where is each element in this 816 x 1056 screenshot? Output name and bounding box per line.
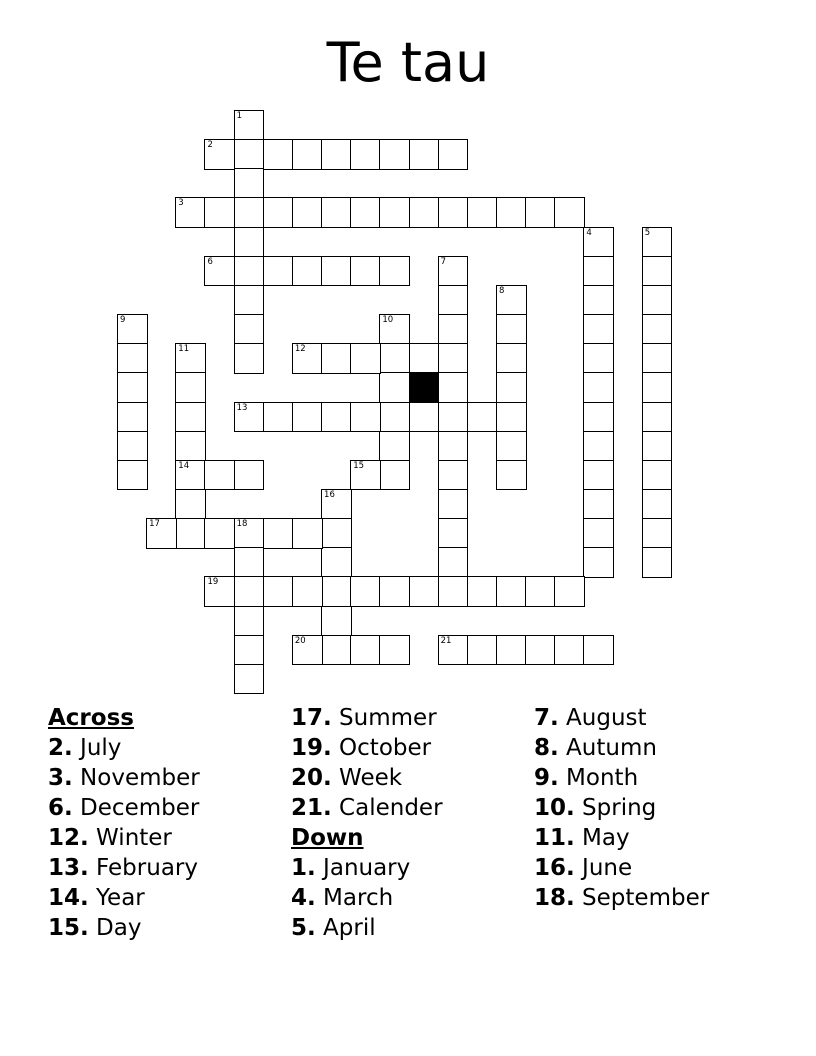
clue-item [534,853,709,883]
clue-item-number: 20. [291,765,332,791]
grid-cell[interactable] [175,372,206,403]
grid-cell[interactable] [438,431,469,462]
grid-cell[interactable] [234,110,265,141]
grid-cell[interactable] [642,343,673,374]
grid-cell[interactable] [175,343,206,374]
grid-cell[interactable] [642,256,673,287]
grid-cell[interactable] [234,343,265,374]
grid-cell[interactable] [321,606,352,637]
clue-item-number: 5. [291,915,316,941]
grid-cell[interactable] [438,460,469,491]
grid-cell[interactable] [263,576,294,607]
grid-cell[interactable] [292,197,323,228]
grid-cell[interactable] [350,576,381,607]
clue-number-label: 1 [236,111,243,121]
clue-item-text: January [315,855,411,881]
grid-cell[interactable] [409,343,440,374]
clue-item [534,793,709,823]
grid-cell[interactable] [117,460,148,491]
grid-cell[interactable] [117,343,148,374]
clue-number-label: 12 [294,344,306,355]
clue-item-text: Week [331,765,403,791]
clue-item [48,823,200,853]
grid-cell[interactable] [263,402,294,433]
clue-item-number: 6. [48,795,73,821]
grid-cell[interactable] [438,285,469,316]
grid-cell[interactable] [583,256,614,287]
grid-cell[interactable] [467,197,498,228]
grid-cell[interactable] [350,256,381,287]
grid-cell[interactable] [525,635,556,666]
clue-item [534,763,709,793]
grid-cell[interactable] [350,402,381,433]
grid-cell[interactable] [321,139,352,170]
grid-cell[interactable] [292,343,323,374]
clue-number-label: 11 [178,344,190,355]
grid-cell[interactable] [642,285,673,316]
grid-cell[interactable] [496,576,527,607]
grid-cell[interactable] [642,518,673,549]
clue-number-label: 17 [149,519,160,530]
grid-cell[interactable] [583,314,614,345]
clue-item [534,823,709,853]
grid-cell[interactable] [321,547,352,578]
grid-cell[interactable] [496,314,527,345]
clue-item-number: 2. [48,735,73,761]
clue-number-label: 2 [207,140,213,151]
grid-cell[interactable] [642,402,673,433]
grid-cell[interactable] [642,489,673,520]
clue-item-number: 10. [534,795,575,821]
grid-cell[interactable] [117,372,148,403]
grid-cell[interactable] [321,343,352,374]
clue-item [534,733,709,763]
grid-cell[interactable] [642,227,673,258]
grid-cell[interactable] [234,518,265,549]
clue-item-number: 16. [534,855,575,881]
clue-item-number: 1. [291,855,316,881]
grid-cell[interactable] [350,460,381,491]
clue-item-text: August [558,705,647,731]
grid-cell[interactable] [583,372,614,403]
clue-item-text: Summer [331,705,437,731]
clue-number-label: 9 [120,315,126,326]
grid-cell[interactable] [438,139,469,170]
clue-item-number: 7. [534,705,559,731]
clue-item [291,763,443,793]
grid-cell[interactable] [379,343,410,374]
grid-cell[interactable] [379,314,410,345]
grid-cell[interactable] [234,285,265,316]
grid-cell[interactable] [350,197,381,228]
grid-cell[interactable] [263,197,294,228]
clue-number-label: 10 [382,315,394,326]
grid-cell[interactable] [642,431,673,462]
grid-cell[interactable] [117,431,148,462]
clue-item-number: 18. [534,885,575,911]
clue-number-label: 5 [644,227,651,238]
clue-item [291,703,443,733]
clue-item-number: 4. [291,885,316,911]
clue-item [48,763,200,793]
grid-cell[interactable] [496,372,527,403]
grid-cell[interactable] [642,547,673,578]
clue-item-number: 9. [534,765,559,791]
grid-cell[interactable] [234,314,265,345]
grid-cell[interactable] [438,197,469,228]
grid-cell[interactable] [263,139,294,170]
clue-column-2 [291,703,443,943]
grid-cell[interactable] [583,518,614,549]
grid-cell[interactable] [438,372,469,403]
grid-cell[interactable] [583,635,614,666]
grid-cell[interactable] [467,635,498,666]
clue-item-text: Autumn [558,735,657,761]
grid-cell[interactable] [379,402,410,433]
grid-cell[interactable] [234,227,265,258]
grid-cell[interactable] [292,576,323,607]
grid-cell[interactable] [379,256,410,287]
grid-cell[interactable] [379,197,410,228]
grid-cell[interactable] [234,664,265,695]
clue-number-label: 16 [324,489,335,500]
grid-cell[interactable] [175,489,206,520]
grid-cell[interactable] [175,402,206,433]
grid-cell[interactable] [438,635,469,666]
grid-cell[interactable] [204,576,235,607]
grid-cell[interactable] [234,197,265,228]
grid-cell[interactable] [554,635,585,666]
grid-cell[interactable] [292,518,323,549]
clue-item [48,853,200,883]
clue-number-label: 18 [236,519,248,530]
grid-cell[interactable] [438,314,469,345]
clue-column-1 [48,703,200,943]
grid-cell[interactable] [350,139,381,170]
clue-item [291,883,443,913]
clue-item-text: July [72,735,122,761]
clue-item-text: April [315,915,376,941]
grid-cell[interactable] [379,139,410,170]
grid-cell[interactable] [409,576,440,607]
clue-item-text: September [574,885,710,911]
grid-cell[interactable] [583,402,614,433]
grid-cell[interactable] [438,518,469,549]
grid-cell[interactable] [146,518,177,549]
clue-item-text: Month [558,765,639,791]
clue-item-number: 14. [48,885,89,911]
grid-cell[interactable] [234,635,265,666]
grid-cell[interactable] [583,489,614,520]
clue-number-label: 7 [440,256,447,267]
grid-cell[interactable] [525,576,556,607]
clue-number-label: 21 [440,635,452,646]
clue-item-text: Calender [331,795,443,821]
grid-cell[interactable] [583,285,614,316]
grid-cell[interactable] [292,139,323,170]
grid-cell[interactable] [117,314,148,345]
clue-item [291,853,443,883]
clue-number-label: 8 [498,285,505,296]
clue-number-label: 4 [586,227,592,238]
grid-cell[interactable] [496,431,527,462]
clue-item-text: March [315,885,394,911]
clue-number-label: 14 [178,460,190,471]
grid-cell[interactable] [496,402,527,433]
grid-cell[interactable] [321,256,352,287]
grid-cell[interactable] [379,635,410,666]
clue-number-label: 13 [236,402,248,413]
grid-cell[interactable] [583,227,614,258]
grid-cell[interactable] [350,343,381,374]
across-heading: Across [48,705,134,731]
grid-cell[interactable] [321,402,352,433]
grid-cell[interactable] [438,576,469,607]
grid-cell[interactable] [554,197,585,228]
clue-item [291,913,443,943]
clue-item-number: 17. [291,705,332,731]
clue-number-label: 19 [207,577,219,588]
grid-cell[interactable] [438,547,469,578]
grid-cell[interactable] [350,635,381,666]
grid-cell[interactable] [467,576,498,607]
clue-item-text: Winter [88,825,172,851]
grid-cell[interactable] [263,518,294,549]
grid-cell[interactable] [438,256,469,287]
grid-cell[interactable] [496,285,527,316]
grid-cell[interactable] [175,197,206,228]
grid-cell[interactable] [175,460,206,491]
grid-cell[interactable] [234,256,265,287]
grid-cell[interactable] [263,256,294,287]
grid-cell[interactable] [321,635,352,666]
grid-cell[interactable] [292,402,323,433]
grid-cell[interactable] [379,576,410,607]
grid-cell[interactable] [438,343,469,374]
clue-item [534,703,709,733]
grid-cell[interactable] [467,402,498,433]
down-heading: Down [291,825,364,851]
grid-cell[interactable] [204,139,235,170]
clue-item-text: Year [88,885,145,911]
grid-cell[interactable] [175,518,206,549]
grid-cell[interactable] [292,256,323,287]
grid-cell[interactable] [379,431,410,462]
clue-number-label: 15 [353,460,365,471]
grid-cell[interactable] [642,314,673,345]
grid-cell[interactable] [583,431,614,462]
clue-item-text: December [72,795,200,821]
puzzle-title: Te tau [326,31,490,94]
clue-item-number: 12. [48,825,89,851]
clue-number-label: 6 [207,256,213,267]
clue-item [291,793,443,823]
grid-cell[interactable] [204,518,235,549]
grid-cell[interactable] [321,489,352,520]
grid-cell[interactable] [175,431,206,462]
clue-item-text: February [88,855,198,881]
grid-cell[interactable] [234,139,265,170]
clue-item-text: November [72,765,200,791]
grid-cell[interactable] [496,343,527,374]
grid-cell[interactable] [438,402,469,433]
grid-cell[interactable] [204,256,235,287]
grid-cell[interactable] [583,343,614,374]
grid-cell[interactable] [234,168,265,199]
grid-cell[interactable] [409,402,440,433]
grid-cell[interactable] [409,139,440,170]
clue-item-number: 8. [534,735,559,761]
grid-cell[interactable] [496,635,527,666]
grid-cell[interactable] [204,197,235,228]
grid-cell[interactable] [379,460,410,491]
grid-cell[interactable] [234,547,265,578]
clue-item-number: 21. [291,795,332,821]
grid-cell[interactable] [321,518,352,549]
clue-item [48,913,200,943]
grid-cell[interactable] [117,402,148,433]
grid-cell[interactable] [379,372,410,403]
clue-item-text: May [574,825,630,851]
clue-item [48,733,200,763]
clue-item-text: June [574,855,633,881]
grid-cell[interactable] [438,489,469,520]
clue-item-number: 15. [48,915,89,941]
grid-cell[interactable] [234,576,265,607]
clue-item [48,793,200,823]
grid-cell[interactable] [642,460,673,491]
grid-cell[interactable] [321,576,352,607]
clue-item [534,883,709,913]
grid-cell[interactable] [234,402,265,433]
clue-item-number: 11. [534,825,575,851]
clue-column-3 [534,703,709,913]
blocked-cell [409,372,440,403]
clue-item-number: 13. [48,855,89,881]
grid-cell[interactable] [496,197,527,228]
clue-item-text: Day [88,915,142,941]
clue-item-text: Spring [574,795,657,821]
grid-cell[interactable] [583,460,614,491]
clue-number-label: 20 [294,635,306,646]
clue-item-number: 3. [48,765,73,791]
clue-item [291,733,443,763]
grid-cell[interactable] [496,460,527,491]
grid-cell[interactable] [554,576,585,607]
grid-cell[interactable] [642,372,673,403]
grid-cell[interactable] [409,197,440,228]
grid-cell[interactable] [234,460,265,491]
clue-number-label: 3 [178,198,184,209]
clue-item [48,883,200,913]
grid-cell[interactable] [292,635,323,666]
grid-cell[interactable] [321,197,352,228]
grid-cell[interactable] [583,547,614,578]
clue-item-text: October [331,735,432,761]
grid-cell[interactable] [204,460,235,491]
clue-item-number: 19. [291,735,332,761]
grid-cell[interactable] [525,197,556,228]
grid-cell[interactable] [234,606,265,637]
